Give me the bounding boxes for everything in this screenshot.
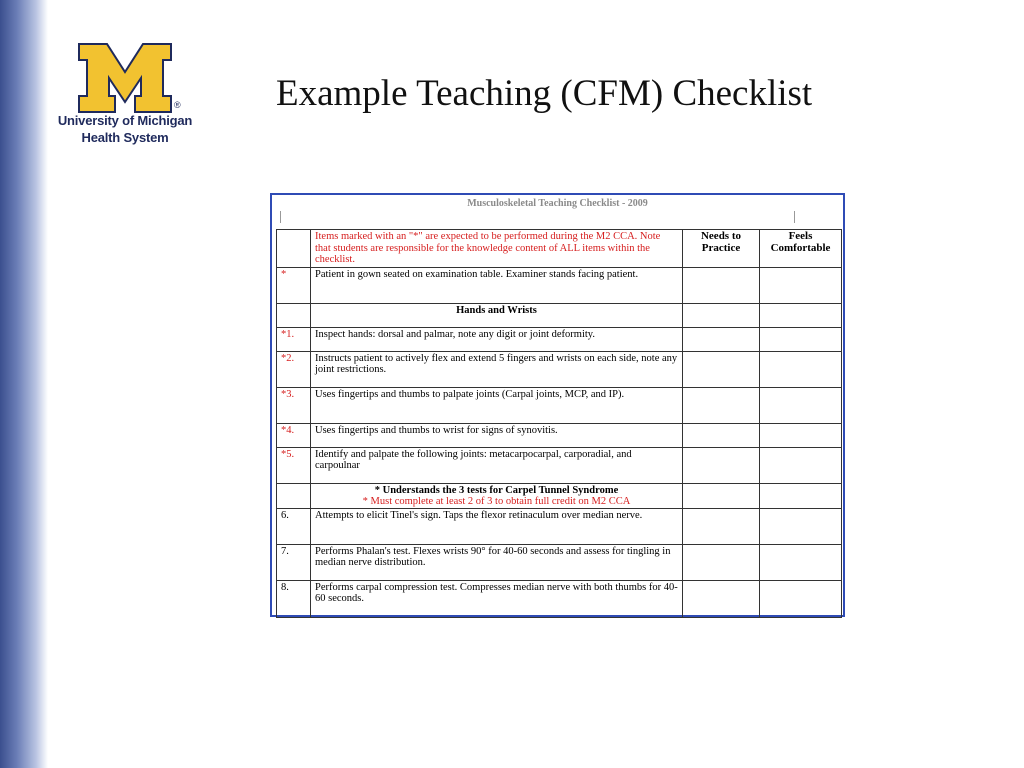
feels-comfortable-cell	[760, 303, 842, 327]
needs-practice-cell	[683, 303, 760, 327]
feels-comfortable-cell	[760, 580, 842, 617]
checklist-table	[276, 229, 842, 618]
row-text: Uses fingertips and thumbs to wrist for signs of synovitis.	[311, 423, 683, 447]
row-number: *5.	[277, 447, 311, 483]
row-text: Performs Phalan's test. Flexes wrists 90° for 40-60 seconds and assess for tingling in median nerve distribution.	[311, 544, 683, 580]
feels-comfortable-cell	[760, 267, 842, 303]
registered-mark: ®	[174, 100, 181, 110]
row-text: Instructs patient to actively flex and extend 5 fingers and wrists on each side, note any joint restrictions.	[311, 351, 683, 387]
university-logo	[50, 38, 200, 150]
feels-comfortable-cell	[760, 423, 842, 447]
feels-comfortable-header: Feels Comfortable	[760, 230, 842, 268]
needs-practice-header: Needs to Practice	[683, 230, 760, 268]
checklist-title: Musculoskeletal Teaching Checklist - 2009	[467, 198, 648, 209]
row-number: 7.	[277, 544, 311, 580]
row-number: *	[277, 267, 311, 303]
needs-practice-cell	[683, 447, 760, 483]
section-num-cell	[277, 303, 311, 327]
row-number: *1.	[277, 327, 311, 351]
feels-comfortable-cell	[760, 483, 842, 508]
feels-comfortable-cell	[760, 508, 842, 544]
header-row	[277, 230, 842, 268]
feels-comfortable-cell	[760, 387, 842, 423]
row-text: Uses fingertips and thumbs to palpate joints (Carpal joints, MCP, and IP).	[311, 387, 683, 423]
row-number: *3.	[277, 387, 311, 423]
needs-practice-cell	[683, 327, 760, 351]
checklist-image	[270, 193, 845, 617]
needs-practice-cell	[683, 351, 760, 387]
section-subheading: * Must complete at least 2 of 3 to obtain full credit on M2 CCA	[362, 495, 631, 507]
side-gradient-bar	[0, 0, 48, 768]
table-row	[277, 447, 842, 483]
row-text: Performs carpal compression test. Compresses median nerve with both thumbs for 40-60 seconds.	[311, 580, 683, 617]
feels-comfortable-cell	[760, 544, 842, 580]
needs-practice-cell	[683, 580, 760, 617]
slide-title: Example Teaching (CFM) Checklist	[276, 73, 813, 114]
table-row	[277, 423, 842, 447]
table-row	[277, 387, 842, 423]
row-number: *4.	[277, 423, 311, 447]
header-num-cell	[277, 230, 311, 268]
row-text: Identify and palpate the following joints: metacarpocarpal, carporadial, and carpoulnar	[311, 447, 683, 483]
feels-comfortable-cell	[760, 351, 842, 387]
needs-practice-cell	[683, 483, 760, 508]
needs-practice-cell	[683, 423, 760, 447]
table-row	[277, 351, 842, 387]
feels-comfortable-cell	[760, 447, 842, 483]
row-text: Inspect hands: dorsal and palmar, note any digit or joint deformity.	[311, 327, 683, 351]
feels-comfortable-cell	[760, 327, 842, 351]
logo-university-name: University of Michigan	[57, 113, 193, 128]
logo-health-system: Health System	[81, 130, 169, 145]
table-row	[277, 327, 842, 351]
needs-practice-cell	[683, 508, 760, 544]
section-heading-block	[311, 483, 683, 508]
section-num-cell	[277, 483, 311, 508]
row-text: Attempts to elicit Tinel's sign. Taps the flexor retinaculum over median nerve.	[311, 508, 683, 544]
table-row	[277, 267, 842, 303]
ruler-tick-left	[280, 211, 281, 223]
table-row	[277, 544, 842, 580]
section-heading: * Understands the 3 tests for Carpel Tunnel Syndrome	[374, 484, 619, 496]
needs-practice-cell	[683, 387, 760, 423]
section-row	[277, 483, 842, 508]
section-heading: Hands and Wrists	[311, 303, 683, 327]
row-text: Patient in gown seated on examination table. Examiner stands facing patient.	[311, 267, 683, 303]
needs-practice-cell	[683, 544, 760, 580]
needs-practice-cell	[683, 267, 760, 303]
ruler-tick-right	[794, 211, 795, 223]
intro-text: Items marked with an "*" are expected to be performed during the M2 CCA. Note that students are responsible for the knowledge content of ALL items within the checklist.	[311, 230, 683, 268]
row-number: 6.	[277, 508, 311, 544]
section-row	[277, 303, 842, 327]
row-number: *2.	[277, 351, 311, 387]
table-row	[277, 580, 842, 617]
block-m-icon	[77, 42, 173, 114]
row-number: 8.	[277, 580, 311, 617]
table-row	[277, 508, 842, 544]
